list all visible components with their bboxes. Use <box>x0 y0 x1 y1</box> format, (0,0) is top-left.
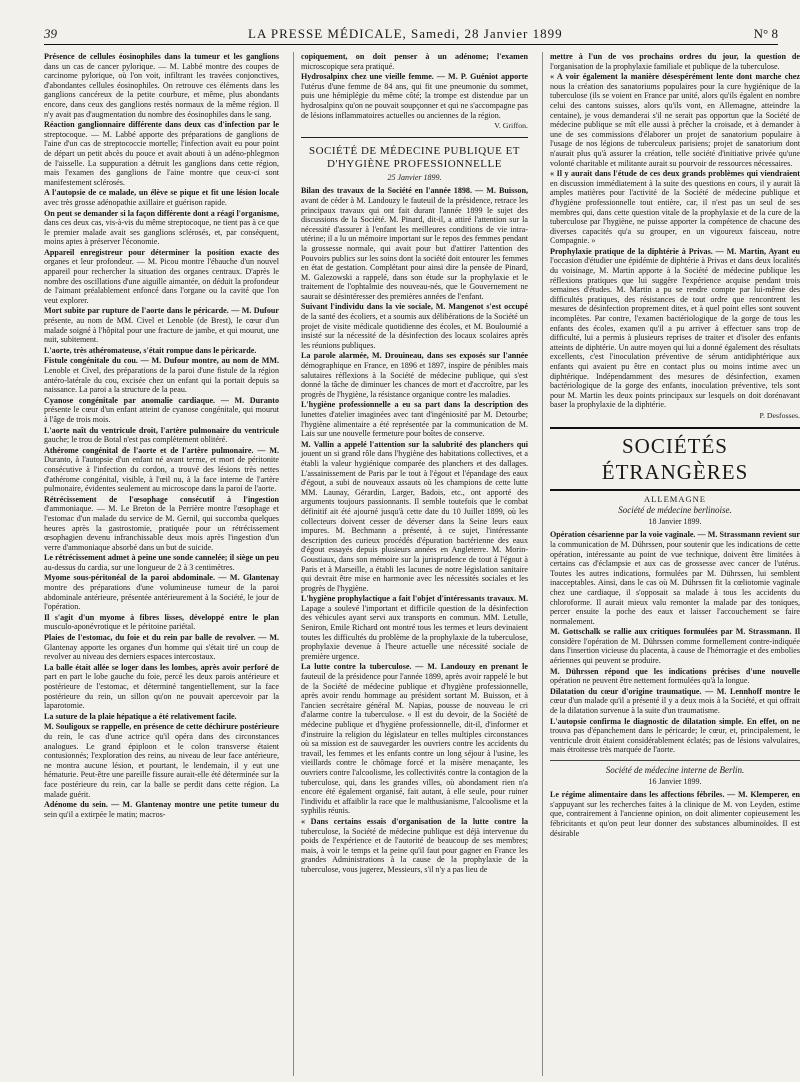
society-date: 25 Janvier 1899. <box>387 172 442 182</box>
paragraph: « Il y aurait dans l'étude de ces deux grands problèmes qui viendraient en discussion immédiatement à la suite des questions en cours, il y aurait là amples matières pour l'activité de la Société de médecine publique et d'hygiène professionnelle tout entière, car, il n'est pas un seul de ses membres qui, dans cette question vitale de la prophylaxie et de la cure de la tuberculose par l'hygiène, ne puisse apporter la compétence de chacune des diverses capacités qu'a su grouper, en un vigoureux faisceau, notre Compagnie. » <box>550 169 800 246</box>
paragraph: L'aorte naît du ventricule droit, l'artère pulmonaire du ventricule gauche; le trou de Botal n'est pas complètement oblitéré. <box>44 425 279 445</box>
foreign-report-text <box>550 530 800 755</box>
society-date: 18 Janvier 1899. <box>648 516 702 526</box>
paragraph: La suture de la plaie hépatique a été relativement facile. <box>44 711 237 721</box>
paragraph: Fistule congénitale du cou. — M. Dufour montre, au nom de MM. Lenoble et Civel, des préparations de la paroi d'une fistule de la région antéro-latérale du cou, excisée chez un enfant qui la portait depuis sa naissance. La paroi a la structure de la peau. <box>44 356 279 395</box>
paragraph: Hydrosalpinx chez une vieille femme. — M. P. Guéniot apporte l'utérus d'une femme de 84 ans, qui fit une pneumonie du sommet, puis une hémiplégie du même côté; la trompe est distendue par un hydrosalpinx qu'on ne pouvait soupçonner et qui ne s'accompagne pas de lésions inflammatoires actuelles ou anciennes de la région. <box>301 72 528 120</box>
paragraph: Dilatation du cœur d'origine traumatique. — M. Lennhoff montre le cœur d'un malade qu'il a présenté il y a deux mois à la Société, et qui offrait de la dilatation survenue à la suite d'un traumatisme. <box>550 686 800 716</box>
paragraph: Mort subite par rupture de l'aorte dans le péricarde. — M. Dufour présente, au nom de MM. Civel et Lenoble (de Brest), le cœur d'un malade soigné à l'hôpital pour une fracture de jambe, et qui mourut, une nuit, subitement. <box>44 306 279 345</box>
issue-number: N° 8 <box>753 26 778 41</box>
paragraph: L'aorte, très athéromateuse, s'était rompue dans le péricarde. <box>44 345 257 355</box>
paragraph: Réaction ganglionnaire différente dans deux cas d'infection par le streptocoque. — M. Labbé apporte des préparations de ganglions de l'aine d'un cas de streptococcie mortelle; l'infection avait eu pour point de départ un petit abcès du pouce et avait abouti à un adéno-phlegmon de l'aisselle. La suppuration a détruit les ganglions dans cette région, mais l'examen des ganglions de l'aine montre que ceux-ci sont manifestement sclérosés. <box>44 120 279 187</box>
paragraph: Suivant l'individu dans la vie sociale, M. Mangenot s'est occupé de la santé des écoliers, et a soumis aux délibérations de la Société un projet de visite médicale quotidienne des écoles, et M. Bouloumié a insisté sur la nécessité de la désinfection des locaux scolaires après les réunions publiques. <box>301 302 528 350</box>
paragraph: Athérome congénital de l'aorte et de l'artère pulmonaire. — M. Duranto, à l'autopsie d'un enfant né avant terme, et mort de péritonite consécutive à l'infection du cordon, a trouvé des lésions très nettes d'athérome congénital, visible, à l'œil nu, à la face interne de l'artère pulmonaire, évidentes seulement au microscope dans la paroi de l'aorte. <box>44 445 279 494</box>
paragraph: mettre à l'un de vos prochains ordres du jour, la question de l'organisation de la prophylaxie familiale et publique de la tuberculose. <box>550 52 800 71</box>
masthead-title: LA PRESSE MÉDICALE, Samedi, 28 Janvier 1899 <box>248 26 563 41</box>
paragraph: « A voir également la manière désespérément lente dont marche chez nous la création des sanatoriums populaires pour la cure hygiénique de la tuberculose (ils se voient en France par unité, alors qu'ils égalent en nombre celui des cantons suisses, alors qu'ils vont, en Allemagne, atteindre la centaine), je vous demanderai s'il ne serait pas opportun que la Société de médecine publique se mît elle aussi à prêcher la croisade, et à demander à une de ses commissions d'élaborer un projet de sanatorium populaire à l'usage de nos légions de tuberculeux parisiens; projet de sanatorium dont n'aurait plus qu'à assurer la création, telle société d'initiative privée qu'une volonté charitable et militante aurait su pourvoir de ressources nécessaires. <box>550 72 800 168</box>
society-heading: SOCIÉTÉ DE MÉDECINE PUBLIQUE ET D'HYGIÈNE PROFESSIONNELLE <box>301 137 528 171</box>
paragraph: Présence de cellules éosinophiles dans la tumeur et les ganglions dans un cas de cancer pylorique. — M. Labbé montre des coupes de carcinome pylorique, où l'on voit, infiltrant les travées conjonctives, d'abondantes cellules éosinophiles. On retrouve ces éléments dans les ganglions cancéreux de la petite courbure, et même, plus abondants encore, dans ceux des ganglions restés normaux de la même région. Il n'y avait pas d'augmentation du nombre des éosinophiles dans le sang. <box>44 52 279 119</box>
paragraph: Rétrécissement de l'œsophage consécutif à l'ingestion d'ammoniaque. — M. Le Breton de la Perrière montre l'œsophage et l'estomac d'un malade du service de M. Gernil, qui succomba quelques heures après la gastrostomie, pratiquée pour un rétrécissement œsophagien devenu infranchissable deux mois après l'ingestion d'un verre d'ammoniaque absorbé dans un but de suicide. <box>44 494 279 552</box>
paragraph: copiquement, on doit penser à un adénome; l'examen microscopique sera pratiqué. <box>301 52 528 71</box>
author-signature: V. Griffon. <box>494 121 528 131</box>
paragraph: L'autopsie confirma le diagnostic de dilatation simple. En effet, on ne trouva pas d'épanchement dans le péricarde; le cœur, et, principalement, le ventricule droit étaient considérablement éclatés; pas de lésions valvulaires, mais étroitesse très marquée de l'aorte. <box>550 716 800 755</box>
paragraph: Opération césarienne par la voie vaginale. — M. Strassmann revient sur la communication de M. Dührssen, pour soutenir que les indications de cette opération, intéressante au point de vue technique, doivent être limitées à certains cas d'éclampsie et aux cas de grossesse avec cancer de l'utérus. Toutes les autres indications, formulées par M. Dührssen, lui semblent inacceptables. Ainsi, dans le cas où M. Dührssen fit la cœliotomie vaginale chez une cardiaque, il s'opposait sa malade à tous les accidents du chloroforme. Il aurait mieux valu remonter la malade par des toniques, percer ensuite la poche des eaux et laisser l'accouchement se faire normalement. <box>550 530 800 626</box>
author-signature: P. Desfosses. <box>759 410 800 420</box>
paragraph: On peut se demander si la façon différente dont a réagi l'organisme, dans ces deux cas, vis-à-vis du même streptocoque, ne tient pas à ce que le premier malade avait ses ganglions sclérosés, et, par conséquent, moins aptes à préserver l'économie. <box>44 208 279 247</box>
section-divider <box>550 760 800 761</box>
page-number: 39 <box>44 26 57 41</box>
paragraph: Le rétrécissement admet à peine une sonde cannelée; il siège un peu au-dessus du cardia, sur une longueur de 2 à 3 centimètres. <box>44 553 279 572</box>
column-2-body <box>301 186 528 874</box>
column-2-top-text <box>301 52 528 120</box>
page-header <box>44 22 778 45</box>
paragraph: M. Vallin a appelé l'attention sur la salubrité des planchers qui jouent un si grand rôle dans l'hygiène des habitations collectives, et a établi la valeur hygiénique comparée des planchers et des dallages. L'assainissement de Paris par le tout à l'égout et l'épandage des eaux d'égout, a subi de nouveaux assauts où les champions de cette lutte MM. Launay, Gérardin, Larger, Badois, etc., ont apporté des arguments toujours passionnants. Il semble toutefois que le combat définitif ait été ajourné jusqu'à cette date du 10 Juillet 1899, où les collecteurs doivent cesser de déverser dans la Seine leurs eaux impures. M. Bechmann a présenté, à ce sujet, l'intéressante description des curieux procédés d'épuration bactérienne des eaux d'égout essayés depuis plusieurs années en Angleterre. M. Morin-Goustiaux, dans son mémoire sur la jurisprudence de tout à l'égout à Paris et à Marseille, a établi les lacunes de notre législation sanitaire qui devrait être mise en harmonie avec les nécessités sociales et les progrès de l'hygiène. <box>301 439 528 593</box>
column-2 <box>293 52 528 1076</box>
paragraph: Plaies de l'estomac, du foie et du rein par balle de revolver. — M. Glantenay apporte les organes d'un homme qui s'était tiré un coup de revolver au niveau des derniers espaces intercostaux. <box>44 633 279 662</box>
paragraph: M. Dührssen répond que les indications précises d'une nouvelle opération ne peuvent être nettement formulées qu'à la longue. <box>550 666 800 686</box>
paragraph: Appareil enregistreur pour déterminer la position exacte des organes et leur profondeur. — M. Picou montre l'ébauche d'un nouvel appareil pour rechercher la situation des organes centraux. D'après le nombre des oscillations d'une aiguille aimantée, on déduit la profondeur de l'aimant préalablement enfoncé dans l'organe ou la cavité que l'on veut explorer. <box>44 247 279 305</box>
paragraph: L'hygiène professionnelle a eu sa part dans la description des lunettes d'atelier imaginées avec tant d'ingéniosité par M. Detourbe; l'hygiène alimentaire a été représentée par la communication de M. Lais sur une nouvelle fermeture pour boîtes de conserve. <box>301 400 528 439</box>
paragraph: Myome sous-péritonéal de la paroi abdominale. — M. Glantenay montre des préparations d'une volumineuse tumeur de la paroi abdominale antérieure, présentée antérieurement à la Société, le jour de l'opération. <box>44 573 279 612</box>
society-name: Société de médecine berlinoise. <box>618 505 732 516</box>
column-3 <box>542 52 800 1076</box>
paragraph: Le régime alimentaire dans les affections fébriles. — M. Klemperer, en s'appuyant sur les recherches faites à la clinique de M. von Leyden, estime que, contrairement à l'ancienne opinion, on doit alimenter copieusement les fébricitants et qu'on peut leur donner des substances albuminoïdes. Il est désirable <box>550 790 800 838</box>
article-columns <box>44 52 800 1076</box>
paragraph: Adénome du sein. — M. Glantenay montre une petite tumeur du sein qu'il a extirpée le matin; macros- <box>44 800 279 819</box>
paragraph: « Dans certains essais d'organisation de la lutte contre la tuberculose, la Société de médecine publique est déjà intervenue du poids de l'expérience et de l'autorité de beaucoup de ses membres; mais, à voir le temps et la peine qu'il faut pour gagner en France les grandes Administrations à la cause de la prophylaxie de la tuberculose, vous jugerez, Messieurs, s'il n'y a pas lieu de <box>301 816 528 874</box>
paragraph: Prophylaxie pratique de la diphtérie à Privas. — M. Martin, Ayant eu l'occasion d'étudier une épidémie de diphtérie à Privas et dans deux localités du voisinage, M. Martin apporte à la Société de médecine publique les réflexions pratiques que lui suggère l'expérience acquise pendant trois semaines d'études. M. Martin a pu se rendre compte par lui-même des difficultés pratiques, des résistances de tout ordre que rencontrent les mesures de désinfection proprement dites, et à quel point elles sont souvent incomplètes. Par contre, l'examen bactériologique de la gorge de tous les enfants des écoles, examen qu'il a pu arriver à effectuer sans trop de difficulté, lui a permis à plusieurs reprises de traiter et d'isoler des enfants atteints de diphtérie. Un autre moyen qui lui a donné également des résultats excellents, c'est l'inoculation préventive de sérum antidiphtérique aux enfants qui avaient pu être en contact plus ou moins intime avec un diphtérique. Indépendamment des mesures de désinfection, examen bactériologique de la gorge des enfants, inoculation préventive, tels sont pour M. Martin les deux points principaux sur lesquels on doit dorénavant baser la prophylaxie de la diphtérie. <box>550 246 800 410</box>
paragraph: La lutte contre la tuberculose. — M. Landouzy en prenant le fauteuil de la présidence pour l'année 1899, après avoir rappelé le but de la Société de médecine publique et d'hygiène professionnelle, après avoir rendu hommage au président sortant M. Buisson, et à l'ancien secrétaire général M. Napias, pousse de nouveau le cri d'alarme contre la tuberculose. « Il est du devoir, de la Société de médecine publique et d'hygiène professionnelle, dit-il, d'informer et d'instruire la religion du législateur en telles multiples circonstances où sa mission est de sauvegarder les ouvriers contre les accidents du travail, les femmes et les enfants contre un long séjour à l'usine, les vieillards contre le chômage forcé et la misère menaçante, les ouvriers contre l'alcoolisme, les collectivités contre la contagion de la tuberculose, qui, dans les grandes villes, où abondament rien n'a encore été également organisé, fait autant, à elle seule, pour ruiner l'individu et affaiblir la race que le malthusianisme, l'alcoolisme et la syphilis réunis. <box>301 662 528 816</box>
column-1 <box>44 52 279 1076</box>
paragraph: A l'autopsie de ce malade, un élève se pique et fit une lésion locale avec très grosse adénopathie axillaire et guérison rapide. <box>44 188 279 207</box>
foreign-report-text-2 <box>550 790 800 838</box>
paragraph: La balle était allée se loger dans les lombes, après avoir perforé de part en part le lobe gauche du foie, percé les deux parois antérieure et postérieure de l'estomac, et déterminé tangentiellement, sur la face postérieure du rein, un sillon qu'on ne pouvait apercevoir par la laparotomie. <box>44 662 279 711</box>
foreign-societies-title: SOCIÉTÉS ÉTRANGÈRES <box>550 427 800 491</box>
society-name: Société de médecine interne de Berlin. <box>605 765 745 775</box>
paragraph: Cyanose congénitale par anomalie cardiaque. — M. Duranto présente le cœur d'un enfant atteint de cyanose congénitale, qui mourut à l'âge de trois mois. <box>44 395 279 424</box>
paragraph: M. Gottschalk se rallie aux critiques formulées par M. Strassmann. Il considère l'opération de M. Dührssen comme formellement contre-indiquée dans l'insertion vicieuse du placenta, à cause de l'hémorragie et des embolies aériennes qui peuvent se produire. <box>550 627 800 666</box>
country-heading: ALLEMAGNE <box>644 493 706 504</box>
paragraph: L'hygiène prophylactique a fait l'objet d'intéressants travaux. M. Lapage a soulevé l'important et difficile question de la désinfection des véhicules ayant servi aux transports en commun. MM. Letulle, Seniron, Emile Richard ont montré tous les termes et leurs devinaient toutes les difficultés du problème de la prophylaxie de la tuberculose, prophylaxie devenue à l'heure actuelle une nécessité sociale de première urgence. <box>301 594 528 661</box>
paragraph: M. Souligoux se rappelle, en présence de cette déchirure postérieure du rein, le cas d'une actrice qu'il opéra dans des circonstances analogues. Le grand épiploon et le colon transverse étaient contusionnés; l'exploration des reins, au niveau de leur face antérieure, ne montra aucune lésion, et pourtant, le lendemain, il y eut une hématurie. Peut-être une pareille fissure aurait-elle été déterminée sur la face postérieure du rein, car la balle se perdit dans cette région. La malade guérit. <box>44 722 279 799</box>
paragraph: Bilan des travaux de la Société en l'année 1898. — M. Buisson, avant de céder à M. Landouzy le fauteuil de la présidence, retrace les principaux travaux qui ont fait durant l'année 1899 le sujet des discussions de la Société. M. Pinard, dit-il, a attiré l'attention sur la nécessité d'assurer à l'enfant les meilleures conditions de vie intra-utérine; il a lu un mémoire important sur le repos des femmes pendant la grossesse normale, qui avait pour but d'attirer l'attention des Pouvoirs publics sur les soins dont la société doit entourer les femmes en état de gestation. Complétant pour ainsi dire la pensée de Pinard, M. Galezowski a rappelé, dans son étude sur la prophylaxie et le traitement de l'ophtalmie des nouveau-nés, que le Gouvernement ne saurait se désintéresser des premières années de l'enfant. <box>301 186 528 301</box>
paragraph: La parole alarmée, M. Drouineau, dans ses exposés sur l'année démographique en France, en 1896 et 1897, inspire de pénibles mais salutaires réflexions à la Société de médecine publique, qui s'est donné la tâche de diminuer les chances de mort et d'accroître, par les progrès de l'hygiène, la résistance organique contre les maladies. <box>301 351 528 399</box>
column-3-top-text <box>550 52 800 410</box>
society-date: 16 Janvier 1899. <box>648 776 702 786</box>
paragraph: Il s'agit d'un myome à fibres lisses, développé entre le plan musculo-aponévrotique et le péritoine pariétal. <box>44 612 279 632</box>
